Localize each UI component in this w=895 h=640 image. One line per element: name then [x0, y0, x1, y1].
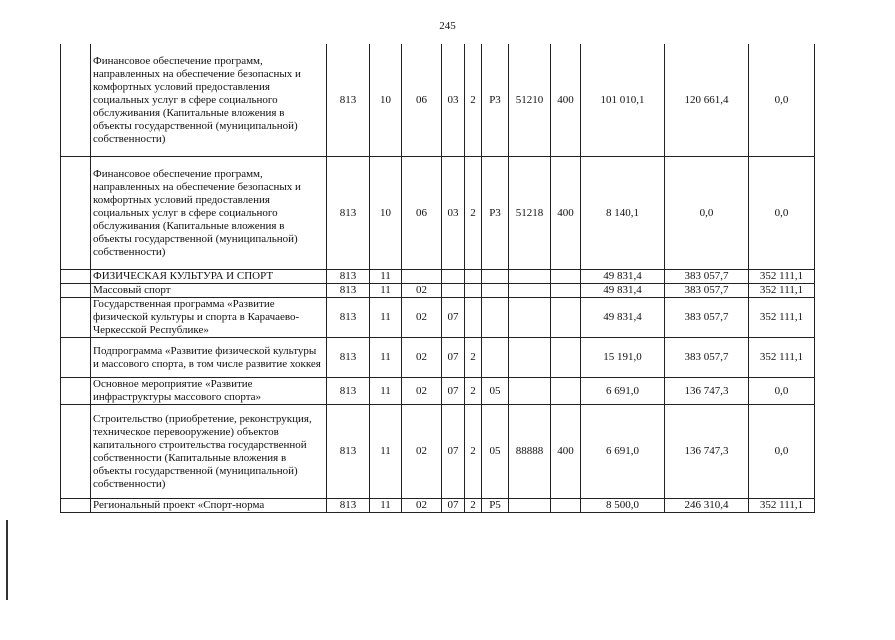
direction-code: 88888 [509, 405, 551, 499]
table-row [61, 338, 815, 378]
expense-type-code: 400 [551, 44, 581, 157]
row-name: Государственная программа «Развитие физической культуры и спорта в Карачаево-Черкесской Республике» [91, 298, 327, 338]
section-code: 11 [370, 270, 402, 284]
subprogram-code [465, 298, 482, 338]
program-code: 03 [442, 157, 465, 270]
scan-edge-mark [6, 520, 8, 600]
amount-2: 383 057,7 [665, 298, 749, 338]
amount-3: 352 111,1 [749, 499, 815, 513]
amount-2: 0,0 [665, 157, 749, 270]
expense-type-code [551, 270, 581, 284]
amount-2: 136 747,3 [665, 405, 749, 499]
subsection-code [402, 270, 442, 284]
amount-2: 120 661,4 [665, 44, 749, 157]
table-row [61, 499, 815, 513]
amount-1: 8 140,1 [581, 157, 665, 270]
direction-code [509, 298, 551, 338]
amount-1: 6 691,0 [581, 405, 665, 499]
amount-1: 49 831,4 [581, 298, 665, 338]
section-code: 11 [370, 378, 402, 405]
event-code [482, 338, 509, 378]
subprogram-code [465, 270, 482, 284]
program-code [442, 284, 465, 298]
blank-cell [61, 270, 91, 284]
direction-code: 51210 [509, 44, 551, 157]
row-name: Региональный проект «Спорт-норма [91, 499, 327, 513]
amount-1: 15 191,0 [581, 338, 665, 378]
subprogram-code: 2 [465, 405, 482, 499]
table-row [61, 378, 815, 405]
expense-type-code [551, 298, 581, 338]
amount-3: 352 111,1 [749, 284, 815, 298]
amount-3: 0,0 [749, 157, 815, 270]
subprogram-code [465, 284, 482, 298]
section-code: 11 [370, 284, 402, 298]
event-code: 05 [482, 378, 509, 405]
program-code: 03 [442, 44, 465, 157]
direction-code [509, 284, 551, 298]
subsection-code: 02 [402, 499, 442, 513]
row-name: Строительство (приобретение, реконструкция, техническое перевооружение) объектов капитального строительства государственной собственности (Капитальные вложения в объекты государственной (муниципальной) собственности) [91, 405, 327, 499]
subsection-code: 02 [402, 338, 442, 378]
expense-type-code [551, 378, 581, 405]
direction-code [509, 270, 551, 284]
blank-cell [61, 405, 91, 499]
expense-type-code [551, 338, 581, 378]
row-name: Финансовое обеспечение программ, направленных на обеспечение безопасных и комфортных условий предоставления социальных услуг в сфере социального обслуживания (Капитальные вложения в объекты государственной (муниципальной) собственности) [91, 157, 327, 270]
direction-code [509, 338, 551, 378]
program-code: 07 [442, 378, 465, 405]
amount-3: 0,0 [749, 378, 815, 405]
ved-code: 813 [327, 284, 370, 298]
amount-2: 383 057,7 [665, 270, 749, 284]
program-code: 07 [442, 499, 465, 513]
subprogram-code: 2 [465, 378, 482, 405]
amount-2: 383 057,7 [665, 284, 749, 298]
event-code [482, 298, 509, 338]
blank-cell [61, 44, 91, 157]
program-code: 07 [442, 298, 465, 338]
row-name: Основное мероприятие «Развитие инфраструктуры массового спорта» [91, 378, 327, 405]
program-code: 07 [442, 338, 465, 378]
section-code: 11 [370, 499, 402, 513]
amount-1: 8 500,0 [581, 499, 665, 513]
section-code: 11 [370, 298, 402, 338]
section-code: 11 [370, 338, 402, 378]
subsection-code: 02 [402, 405, 442, 499]
amount-1: 49 831,4 [581, 270, 665, 284]
blank-cell [61, 284, 91, 298]
section-code: 10 [370, 44, 402, 157]
subprogram-code: 2 [465, 157, 482, 270]
amount-2: 383 057,7 [665, 338, 749, 378]
expense-type-code [551, 284, 581, 298]
expense-type-code: 400 [551, 405, 581, 499]
event-code [482, 270, 509, 284]
ved-code: 813 [327, 378, 370, 405]
amount-1: 49 831,4 [581, 284, 665, 298]
table-row [61, 270, 815, 284]
amount-1: 101 010,1 [581, 44, 665, 157]
subprogram-code: 2 [465, 499, 482, 513]
amount-3: 352 111,1 [749, 338, 815, 378]
direction-code: 51218 [509, 157, 551, 270]
subprogram-code: 2 [465, 338, 482, 378]
expense-type-code [551, 499, 581, 513]
row-name: Массовый спорт [91, 284, 327, 298]
amount-3: 0,0 [749, 44, 815, 157]
direction-code [509, 499, 551, 513]
ved-code: 813 [327, 405, 370, 499]
blank-cell [61, 378, 91, 405]
table-row [61, 405, 815, 499]
section-code: 10 [370, 157, 402, 270]
blank-cell [61, 298, 91, 338]
table-row [61, 44, 815, 157]
amount-2: 136 747,3 [665, 378, 749, 405]
ved-code: 813 [327, 44, 370, 157]
event-code: 05 [482, 405, 509, 499]
subsection-code: 02 [402, 378, 442, 405]
table-row [61, 157, 815, 270]
blank-cell [61, 499, 91, 513]
row-name: Подпрограмма «Развитие физической культуры и массового спорта, в том числе развитие хоккея [91, 338, 327, 378]
blank-cell [61, 157, 91, 270]
program-code: 07 [442, 405, 465, 499]
ved-code: 813 [327, 157, 370, 270]
ved-code: 813 [327, 298, 370, 338]
row-name: ФИЗИЧЕСКАЯ КУЛЬТУРА И СПОРТ [91, 270, 327, 284]
amount-1: 6 691,0 [581, 378, 665, 405]
event-code: P3 [482, 157, 509, 270]
subsection-code: 02 [402, 298, 442, 338]
blank-cell [61, 338, 91, 378]
amount-3: 0,0 [749, 405, 815, 499]
page-number: 245 [439, 20, 456, 32]
subsection-code: 02 [402, 284, 442, 298]
subsection-code: 06 [402, 157, 442, 270]
ved-code: 813 [327, 270, 370, 284]
ved-code: 813 [327, 338, 370, 378]
amount-2: 246 310,4 [665, 499, 749, 513]
amount-3: 352 111,1 [749, 298, 815, 338]
event-code [482, 284, 509, 298]
direction-code [509, 378, 551, 405]
amount-3: 352 111,1 [749, 270, 815, 284]
subprogram-code: 2 [465, 44, 482, 157]
ved-code: 813 [327, 499, 370, 513]
subsection-code: 06 [402, 44, 442, 157]
table-row [61, 284, 815, 298]
budget-table [60, 44, 815, 513]
row-name: Финансовое обеспечение программ, направленных на обеспечение безопасных и комфортных условий предоставления социальных услуг в сфере социального обслуживания (Капитальные вложения в объекты государственной (муниципальной) собственности) [91, 44, 327, 157]
table-row [61, 298, 815, 338]
program-code [442, 270, 465, 284]
event-code: P3 [482, 44, 509, 157]
section-code: 11 [370, 405, 402, 499]
event-code: P5 [482, 499, 509, 513]
expense-type-code: 400 [551, 157, 581, 270]
